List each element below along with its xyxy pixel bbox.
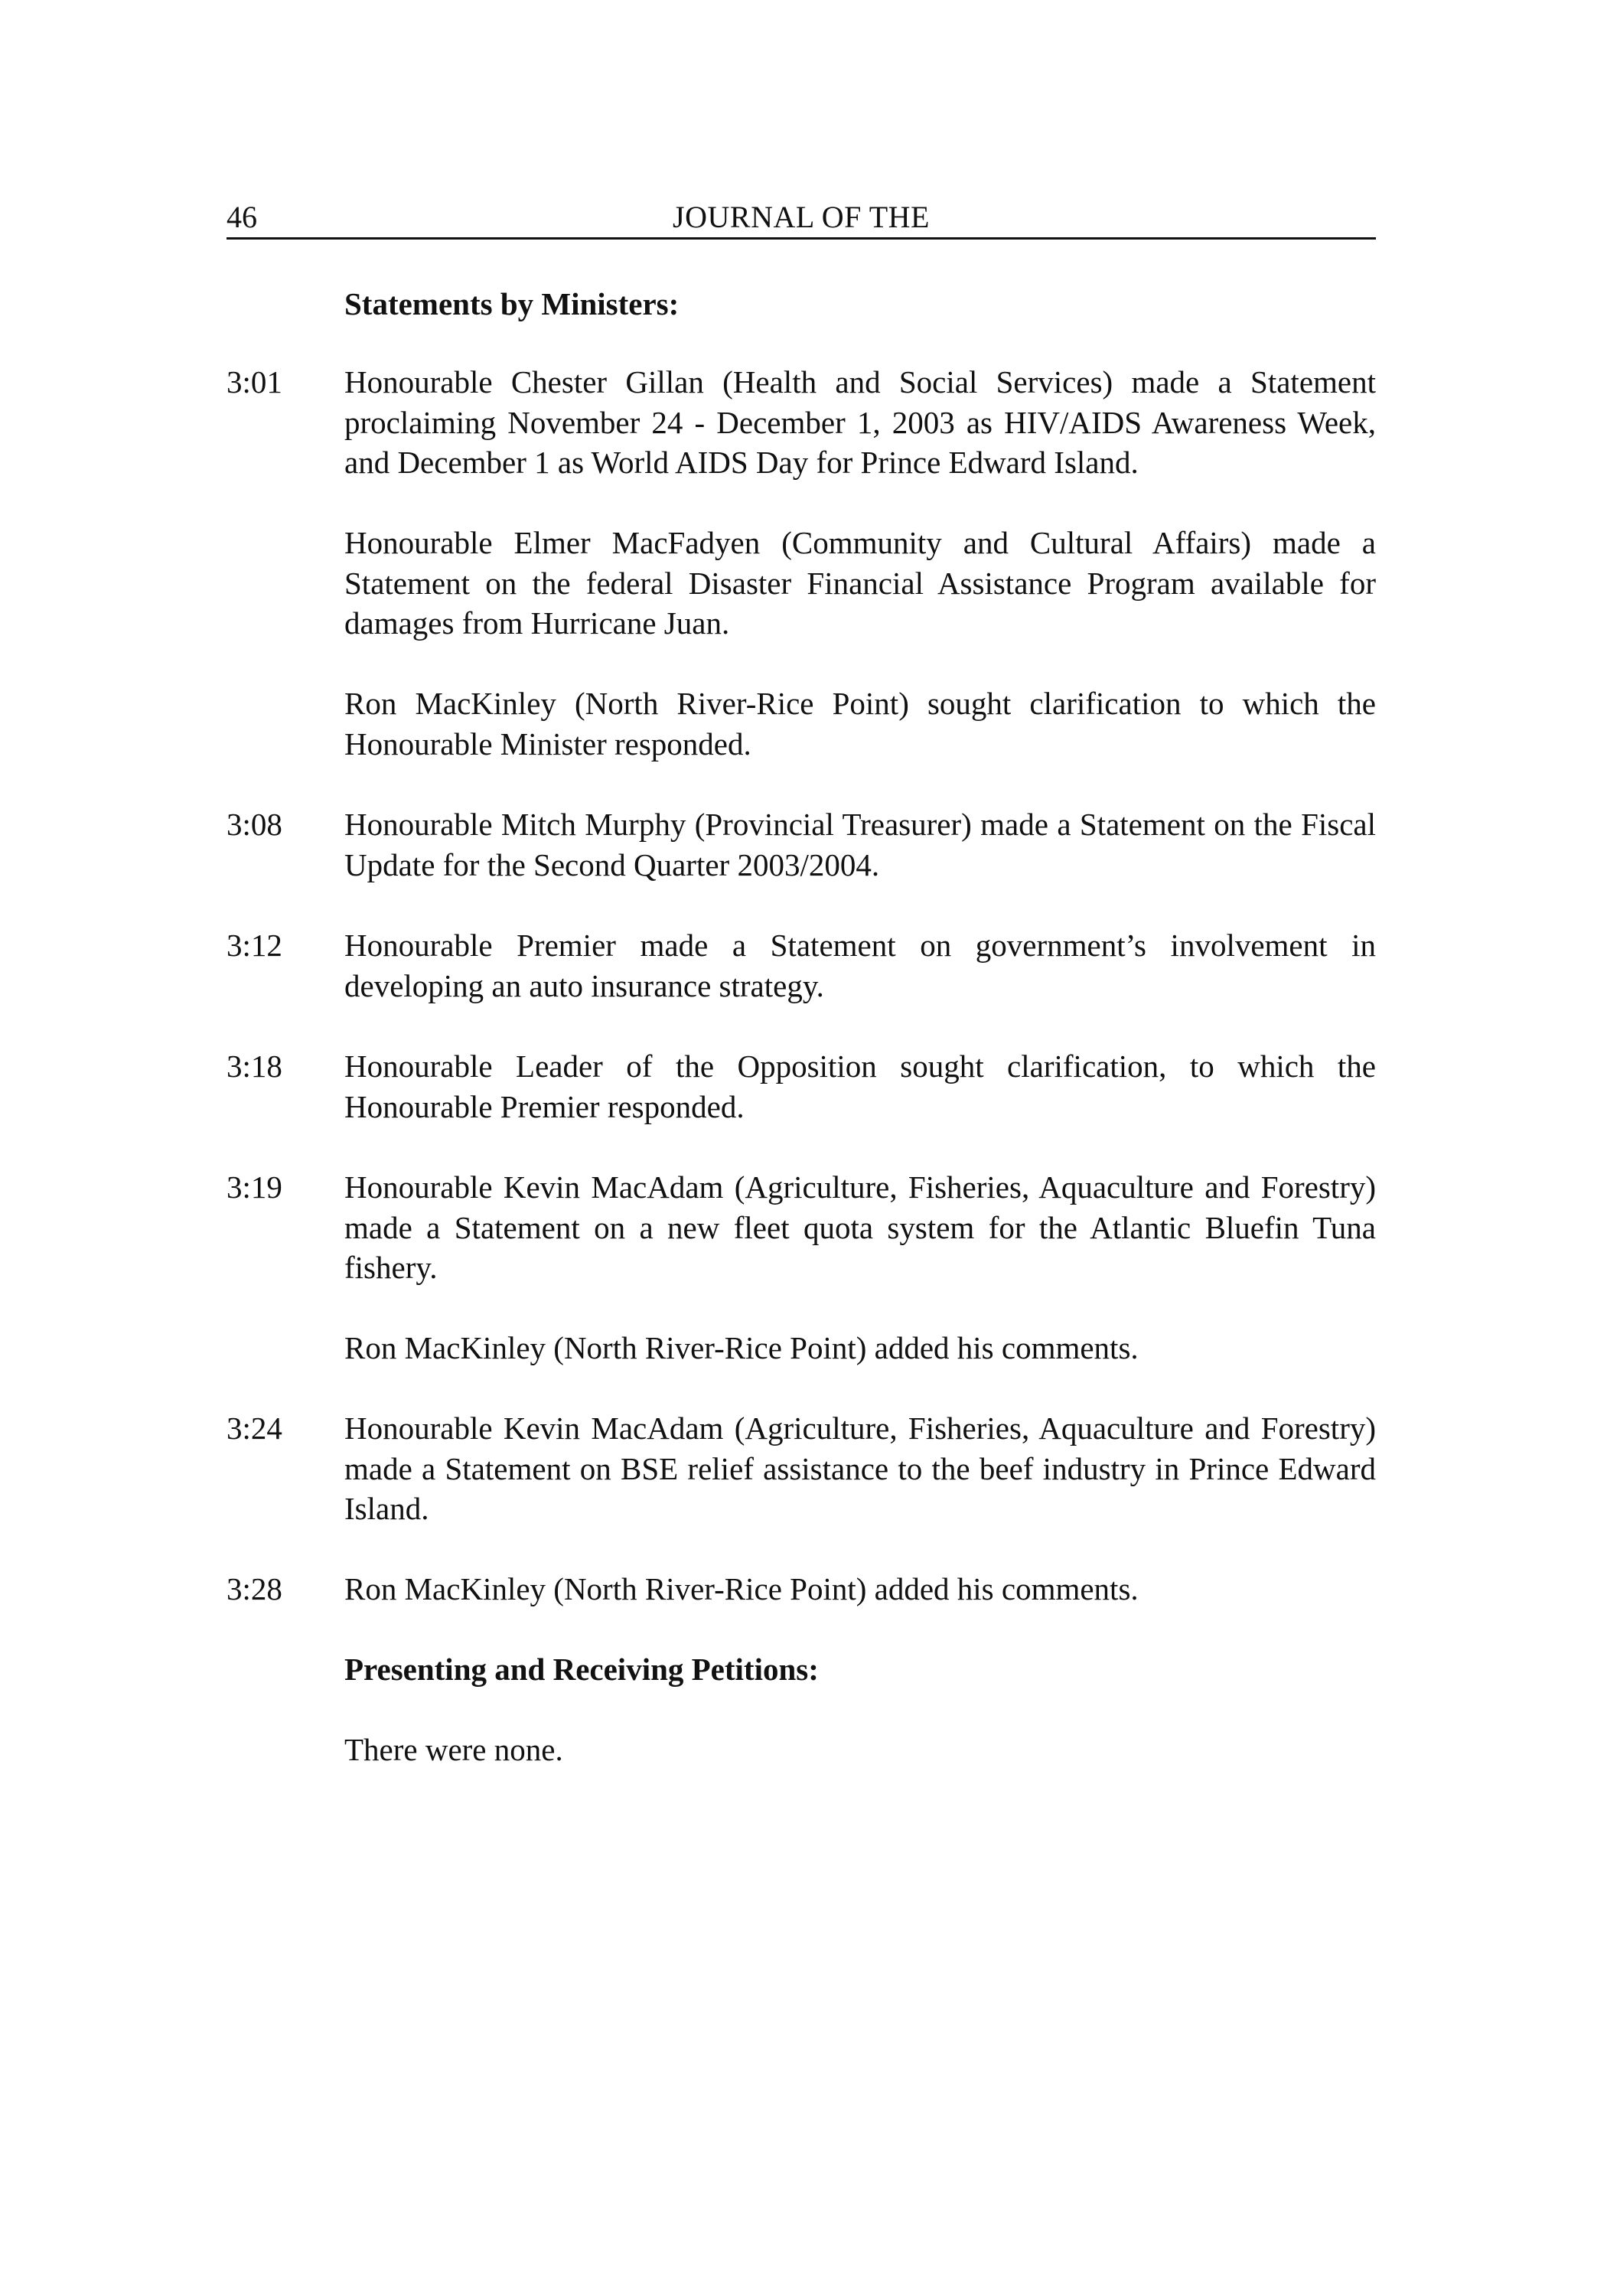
entry-text: Honourable Chester Gillan (Health and Social Services) made a Statement proclaiming November 24 - December 1, 2003 as HIV/AIDS Awareness Week, and December 1 as World AIDS Day for Prince Edward Island. [344, 364, 1376, 480]
petitions-heading: Presenting and Receiving Petitions: [344, 1652, 819, 1687]
page-header [227, 197, 1376, 240]
entry-text: Honourable Elmer MacFadyen (Community and Cultural Affairs) made a Statement on the federal Disaster Financial Assistance Program available for damages from Hurricane Juan. [344, 525, 1376, 641]
entry-time: 3:24 [227, 1411, 282, 1446]
page-number: 46 [227, 200, 257, 234]
entry-time: 3:01 [227, 364, 282, 400]
entry-time: 3:12 [227, 928, 282, 963]
entry-text: Ron MacKinley (North River-Rice Point) sought clarification to which the Honourable Minister responded. [344, 686, 1376, 762]
statements-heading: Statements by Ministers: [344, 286, 680, 321]
entry-text: Honourable Kevin MacAdam (Agriculture, Fisheries, Aquaculture and Forestry) made a Statement on a new fleet quota system for the Atlantic Bluefin Tuna fishery. [344, 1169, 1376, 1285]
running-head: JOURNAL OF THE [673, 200, 930, 234]
entry-time: 3:18 [227, 1049, 282, 1084]
entry-time: 3:28 [227, 1571, 282, 1606]
entry-text: Honourable Leader of the Opposition sought clarification, to which the Honourable Premier responded. [344, 1049, 1376, 1124]
entry-time: 3:08 [227, 807, 282, 842]
entry-text: Honourable Kevin MacAdam (Agriculture, Fisheries, Aquaculture and Forestry) made a Statement on BSE relief assistance to the beef industry in Prince Edward Island. [344, 1411, 1376, 1526]
entry-text: Ron MacKinley (North River-Rice Point) added his comments. [344, 1571, 1139, 1606]
entry-time: 3:19 [227, 1169, 282, 1205]
entry-text: Honourable Premier made a Statement on government’s involvement in developing an auto insurance strategy. [344, 928, 1376, 1003]
entry-text: Honourable Mitch Murphy (Provincial Treasurer) made a Statement on the Fiscal Update for the Second Quarter 2003/2004. [344, 807, 1376, 882]
journal-page [227, 197, 1376, 1767]
petitions-text: There were none. [344, 1732, 563, 1767]
entry-text: Ron MacKinley (North River-Rice Point) added his comments. [344, 1330, 1139, 1365]
